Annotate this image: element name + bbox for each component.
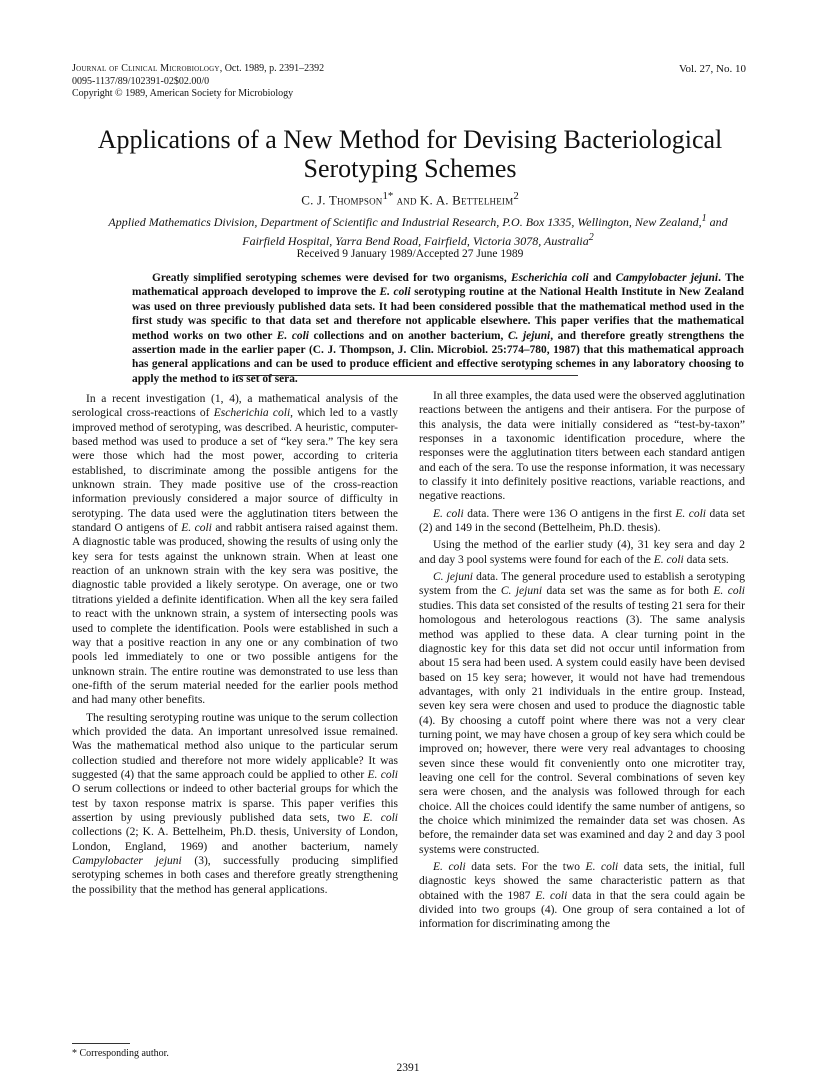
section-heading: E. coli bbox=[433, 507, 464, 520]
affiliation-1-mark: 1 bbox=[701, 213, 707, 224]
footnote-divider bbox=[72, 1043, 130, 1044]
right-column bbox=[419, 389, 745, 935]
affiliations bbox=[100, 211, 736, 249]
paragraph: C. jejuni data. The general procedure used to establish a serotyping system from the C. jejuni data set was the same as for both E. coli studies. This data set consisted of the results of testing 21 sera for their homologous and heterologous reactions (3). The same analysis method was applied to these data. A clear turning point in the diagnostic key for this data set did not occur until information from about 15 sera had been used. A system could easily have been devised based on 15 key sera; however, it would not have had tremendous advantages, with only 21 individuals in the entire group. Instead, seven key sera were chosen and used to produce the diagnostic table (4). By choosing a cutoff point where there was not a very clear turning point, we may have chosen a group of key sera which could be improved on; however, there were very real advantages to choosing seven since these would fit conveniently onto one microtiter tray, leaving one cell for the control. Several combinations of seven key sera were chosen, and the analysis was followed through for each choice. All the choices could identify the same number of antigens, so the choice which minimized the remainder data set was chosen. As before, the remainder data set was examined and day 2 and day 3 pool systems were constructed. bbox=[419, 571, 745, 856]
author-1: C. J. Thompson bbox=[301, 192, 383, 208]
affiliation-2: and Fairfield Hospital, Yarra Bend Road, Fairfield, Victoria 3078, Australia bbox=[242, 215, 728, 248]
journal-citation: , Oct. 1989, p. 2391–2392 bbox=[219, 63, 325, 74]
abstract: Greatly simplified serotyping schemes were devised for two organisms, Escherichia coli and Campylobacter jejuni. The mathematical approach developed to improve the E. coli serotyping routine at the National Health Institute in New Zealand was used on three previously published data sets. It had been considered possible that the mathematical method used in the first study was specific to that data set and therefore not applicable elsewhere. This paper verifies that the mathematical method works on two other E. coli collections and on another bacterium, C. jejuni, and therefore greatly strengthens the assertion made in the earlier paper (C. J. Thompson, J. Clin. Microbiol. 25:774–780, 1987) that this mathematical approach has general applications and can be used to produce efficient and effective serotyping schemes in any laboratory choosing to apply the method to its set of sera. bbox=[132, 272, 745, 385]
paragraph: In all three examples, the data used were the observed agglutination reactions between the antigens and their antisera. For the purpose of this analysis, the data were initially considered as “test-by-taxon” responses in a taxonomic identification procedure, where the responses were the agglutination titers between each standard antigen and each of the sera. To use the response information, it was necessary to classify it into definitely positive reactions, variable reactions, and negative reactions. bbox=[419, 390, 745, 503]
author-line bbox=[80, 190, 740, 208]
paragraph: E. coli data sets. For the two E. coli data sets, the initial, full diagnostic keys showed the same characteristic pattern as that obtained with the 1987 E. coli data in that the sera could again be divided into two groups (4). One group of sera contained a lot of information for discriminating among the bbox=[419, 861, 746, 931]
author-2-marks: 2 bbox=[513, 190, 519, 202]
article-title: Applications of a New Method for Devising Bacteriological Serotyping Schemes bbox=[97, 125, 723, 183]
section-heading: C. jejuni bbox=[433, 571, 473, 584]
paragraph: Using the method of the earlier study (4), 31 key sera and day 2 and day 3 pool systems were found for each of the E. coli data sets. bbox=[419, 539, 745, 566]
page-number: 2391 bbox=[396, 1062, 420, 1074]
footnote: * Corresponding author. bbox=[72, 1048, 169, 1059]
journal-name: Journal of Clinical Microbiology bbox=[72, 63, 220, 74]
paragraph: In a recent investigation (1, 4), a mathematical analysis of the serological cross-reactions of Escherichia coli, which led to a vastly improved method of serotyping, was described. A heuristic, computer-based method was used to produce a set of “key sera.” The key sera were those which had the most power, according to criteria established, to discriminate among the possible antigens for the unknown strain. They made positive use of the cross-reaction information previously considered a major source of difficulty in serotyping. The data used were the agglutination titers between the standard O antigens of E. coli and rabbit antisera raised against them. A diagnostic table was produced, showing the results of using only the key sera for tests against the unknown strain. When at least one reaction of an unknown strain with the key sera was positive, the diagnostic table provided a likely serotype. On average, one or two titrations yielded a definite identification. When all the key sera failed to react with the unknown strain, a system of intersecting pools was used to complete the identification. Pools were established in such a way that a positive reaction in any one or any combination of two pools led immediately to one or two possible antigens for the unknown strain. The entire routine was demonstrated to use less than one-fifth of the serum material needed for the earlier pools method and had many other benefits. bbox=[72, 393, 398, 707]
affiliation-2-mark: 2 bbox=[588, 232, 594, 243]
copyright: Copyright © 1989, American Society for Microbiology bbox=[72, 88, 294, 99]
volume-info: Vol. 27, No. 10 bbox=[678, 63, 746, 75]
abstract-divider bbox=[238, 375, 578, 376]
author-1-marks: 1* bbox=[382, 190, 394, 202]
journal-code: 0095-1137/89/102391-02$02.00/0 bbox=[72, 75, 210, 87]
author-2: K. A. Bettelheim bbox=[419, 192, 514, 208]
left-column bbox=[72, 392, 398, 900]
journal-header bbox=[72, 63, 324, 101]
author-conjunction: and bbox=[396, 192, 417, 208]
section-heading: E. coli bbox=[433, 861, 466, 873]
paragraph: The resulting serotyping routine was unique to the serum collection which provided the data. An important unresolved issue remained. Was the mathematical method also unique to the particular serum collection studied and therefore not more widely applicable? It was suggested (4) that the same approach could be applied to other E. coli O serum collections or indeed to other bacterial groups for which the test by taxon response matrix is sparse. This paper verifies this assertion by using previously published data sets, two E. coli collections (2; K. A. Bettelheim, Ph.D. thesis, University of London, London, England, 1969) and another bacterium, namely Campylobacter jejuni (3), successfully producing simplified serotyping schemes in both cases and therefore greatly strengthening the possibility that the method has general applications. bbox=[72, 711, 399, 896]
affiliation-1: Applied Mathematics Division, Department of Scientific and Industrial Research, P.O. Box 1335, Wellington, New Zealand, bbox=[108, 215, 702, 229]
paragraph: E. coli data. There were 136 O antigens in the first E. coli data set (2) and 149 in the second (Bettelheim, Ph.D. thesis). bbox=[419, 507, 745, 535]
received-dates: Received 9 January 1989/Accepted 27 June 1989 bbox=[296, 248, 524, 260]
